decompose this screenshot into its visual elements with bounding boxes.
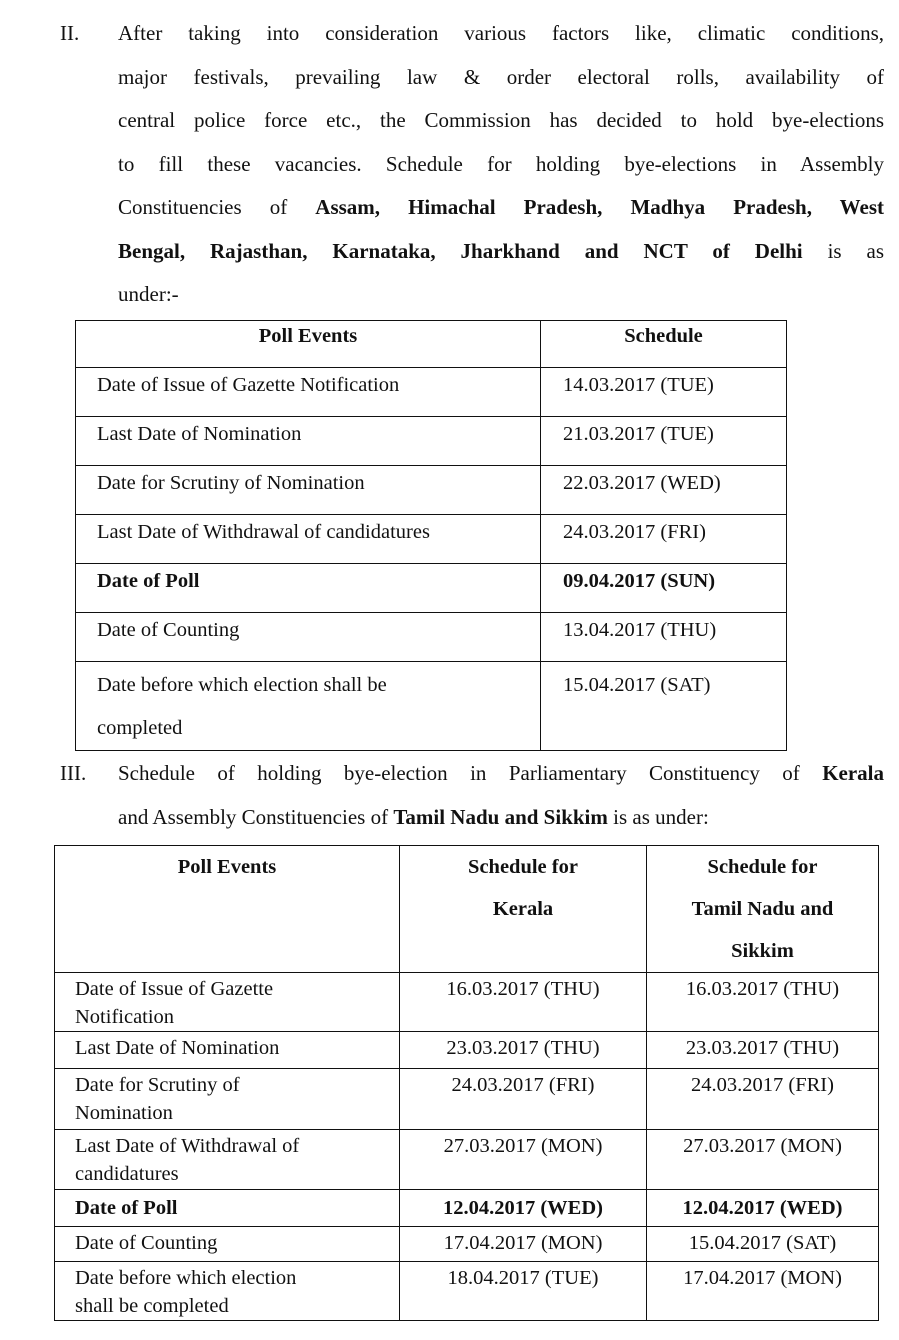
- table-row: [55, 1032, 879, 1069]
- table-header-row: [76, 321, 787, 368]
- kerala-date-cell: 23.03.2017 (THU): [400, 1032, 647, 1069]
- paragraph-line: Constituencies of Assam, Himachal Pradesh, Madhya Pradesh, West: [118, 195, 884, 219]
- header-schedule-kerala: Schedule for Kerala: [400, 846, 647, 973]
- table-header-row: [55, 846, 879, 973]
- state-bold: Kerala: [822, 761, 884, 785]
- schedule-date-cell: 15.04.2017 (SAT): [541, 662, 787, 751]
- schedule-date-cell: 21.03.2017 (TUE): [541, 417, 787, 466]
- header-poll-events: Poll Events: [76, 321, 541, 368]
- kerala-date-cell: 18.04.2017 (TUE): [400, 1262, 647, 1321]
- poll-event-cell: Date of Poll: [55, 1190, 400, 1227]
- tn-sikkim-date-cell: 15.04.2017 (SAT): [647, 1227, 879, 1262]
- table-row: [76, 417, 787, 466]
- header-schedule: Schedule: [541, 321, 787, 368]
- poll-event-cell: Date for Scrutiny of Nomination: [55, 1069, 400, 1130]
- states-bold: Tamil Nadu and Sikkim: [393, 804, 608, 829]
- poll-event-cell: Date before which election shall be completed: [55, 1262, 400, 1321]
- kerala-date-cell: 17.04.2017 (MON): [400, 1227, 647, 1262]
- tn-sikkim-date-cell: 24.03.2017 (FRI): [647, 1069, 879, 1130]
- poll-event-cell: Date of Counting: [55, 1227, 400, 1262]
- table-row: [76, 662, 787, 751]
- schedule-date-cell: 22.03.2017 (WED): [541, 466, 787, 515]
- table-row: [76, 466, 787, 515]
- kerala-date-cell: 27.03.2017 (MON): [400, 1130, 647, 1190]
- table-row: [76, 564, 787, 613]
- table-row: [76, 515, 787, 564]
- kerala-date-cell: 12.04.2017 (WED): [400, 1190, 647, 1227]
- poll-event-cell: Date of Poll: [76, 564, 541, 613]
- paragraph-line: major festivals, prevailing law & order electoral rolls, availability of: [118, 64, 884, 89]
- schedule-table-section-3: [54, 845, 879, 1321]
- section-2-number: II.: [60, 21, 80, 45]
- poll-event-cell: Date before which election shall be completed: [76, 662, 541, 751]
- tn-sikkim-date-cell: 23.03.2017 (THU): [647, 1032, 879, 1069]
- poll-event-cell: Date of Issue of Gazette Notification: [76, 368, 541, 417]
- table-row: [55, 1262, 879, 1321]
- paragraph-line: central police force etc., the Commission has decided to hold bye-elections: [118, 108, 884, 132]
- states-list-bold: Assam, Himachal Pradesh, Madhya Pradesh, West: [315, 195, 884, 219]
- states-list-bold: Bengal, Rajasthan, Karnataka, Jharkhand and NCT of Delhi: [118, 238, 803, 263]
- paragraph-line: Bengal, Rajasthan, Karnataka, Jharkhand and NCT of Delhi is as: [118, 238, 884, 263]
- schedule-date-cell: 13.04.2017 (THU): [541, 613, 787, 662]
- table-row: [55, 1190, 879, 1227]
- paragraph-line: and Assembly Constituencies of Tamil Nadu and Sikkim is as under:: [118, 804, 709, 829]
- table-row: [76, 368, 787, 417]
- paragraph-line: to fill these vacancies. Schedule for holding bye-elections in Assembly: [118, 151, 884, 176]
- poll-event-cell: Date for Scrutiny of Nomination: [76, 466, 541, 515]
- poll-event-cell: Last Date of Withdrawal of candidatures: [76, 515, 541, 564]
- section-3-number: III.: [60, 761, 87, 785]
- kerala-date-cell: 24.03.2017 (FRI): [400, 1069, 647, 1130]
- schedule-date-cell: 24.03.2017 (FRI): [541, 515, 787, 564]
- tn-sikkim-date-cell: 27.03.2017 (MON): [647, 1130, 879, 1190]
- schedule-date-cell: 14.03.2017 (TUE): [541, 368, 787, 417]
- poll-event-cell: Last Date of Nomination: [76, 417, 541, 466]
- tn-sikkim-date-cell: 12.04.2017 (WED): [647, 1190, 879, 1227]
- table-row: [55, 1130, 879, 1190]
- poll-event-cell: Last Date of Withdrawal of candidatures: [55, 1130, 400, 1190]
- paragraph-line: under:-: [118, 282, 179, 306]
- tn-sikkim-date-cell: 17.04.2017 (MON): [647, 1262, 879, 1321]
- tn-sikkim-date-cell: 16.03.2017 (THU): [647, 973, 879, 1032]
- table-row: [55, 973, 879, 1032]
- schedule-table-section-2: [75, 320, 787, 751]
- table-row: [76, 613, 787, 662]
- header-schedule-tn-sikkim: Schedule for Tamil Nadu and Sikkim: [647, 846, 879, 973]
- poll-event-cell: Last Date of Nomination: [55, 1032, 400, 1069]
- table-row: [55, 1227, 879, 1262]
- kerala-date-cell: 16.03.2017 (THU): [400, 973, 647, 1032]
- schedule-date-cell: 09.04.2017 (SUN): [541, 564, 787, 613]
- poll-event-cell: Date of Counting: [76, 613, 541, 662]
- paragraph-line: After taking into consideration various factors like, climatic conditions,: [118, 21, 884, 45]
- paragraph-line: Schedule of holding bye-election in Parliamentary Constituency of Kerala: [118, 761, 884, 785]
- poll-event-cell: Date of Issue of Gazette Notification: [55, 973, 400, 1032]
- header-poll-events: Poll Events: [55, 846, 400, 973]
- table-row: [55, 1069, 879, 1130]
